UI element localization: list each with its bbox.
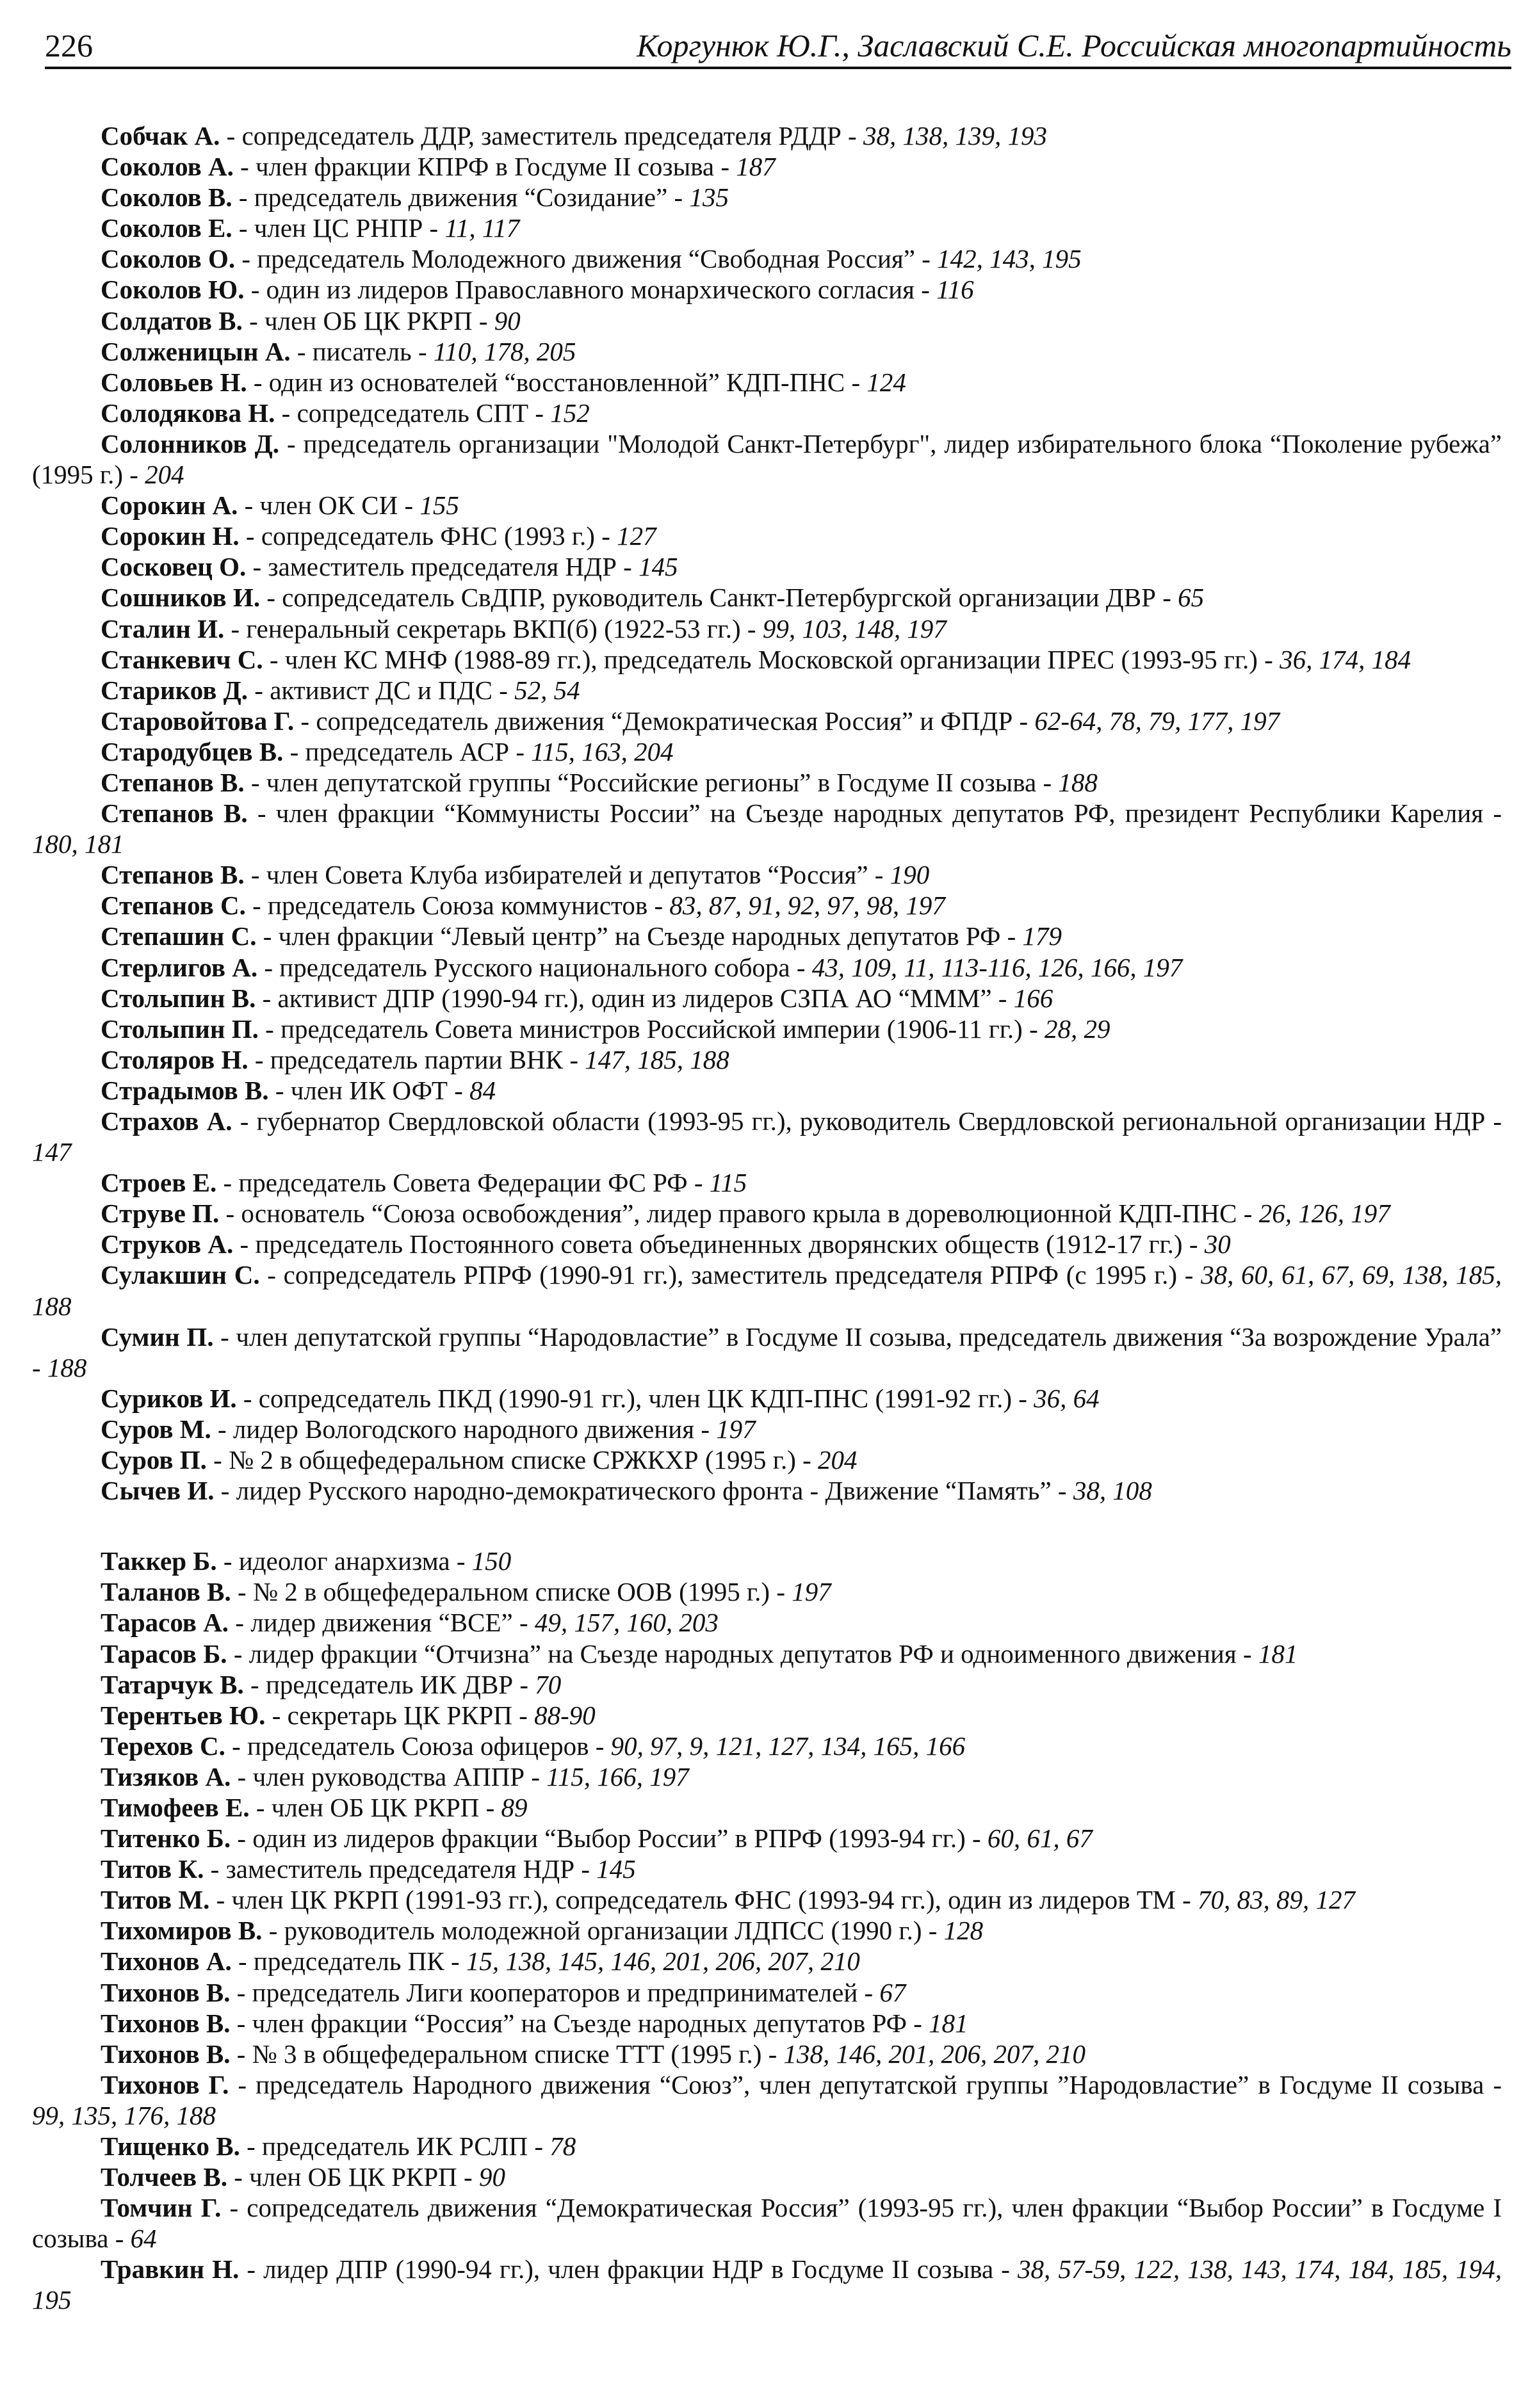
- index-entry: Тищенко В. - председатель ИК РСЛП - 78: [101, 2131, 576, 2161]
- entry-name: Терентьев Ю.: [101, 1700, 266, 1730]
- entry-description: № 3 в общефедеральном списке ТТТ (1995 г.): [252, 2039, 762, 2069]
- entry-pages: 83, 87, 91, 92, 97, 98, 197: [669, 891, 945, 921]
- index-entry: Солодякова Н. - сопредседатель СПТ - 152: [101, 398, 590, 428]
- entry-description: председатель Молодежного движения “Свободная Россия”: [257, 244, 915, 274]
- index-entry: Тарасов Б. - лидер фракции “Отчизна” на Съезде народных депутатов РФ и одноименного движения - 181: [101, 1638, 1298, 1669]
- index-entry: Сорокин А. - член ОК СИ - 155: [101, 490, 459, 521]
- index-entry: Тарасов А. - лидер движения “ВСЕ” - 49, 157, 160, 203: [101, 1608, 719, 1638]
- entry-pages: 38, 108: [1073, 1476, 1152, 1506]
- index-entry: Столыпин В. - активист ДПР (1990-94 гг.), один из лидеров СЗПА АО “МММ” - 166: [101, 983, 1053, 1013]
- entry-pages: 150: [471, 1546, 512, 1576]
- index-entry: Суриков И. - сопредседатель ПКД (1990-91 гг.), член ЦК КДП-ПНС (1991-92 гг.) - 36, 64: [101, 1383, 1100, 1413]
- entry-pages: 204: [818, 1445, 858, 1475]
- entry-description: председатель партии ВНК: [270, 1044, 564, 1074]
- index-entry: Солонников Д. - председатель организации "Молодой Санкт-Петербург", лидер избирательного блока “Поколение рубежа” (1995 г.) - 204: [32, 428, 1502, 490]
- index-entry: Соколов О. - председатель Молодежного движения “Свободная Россия” - 142, 143, 195: [101, 244, 1082, 274]
- entry-pages: 60, 61, 67: [987, 1823, 1093, 1854]
- index-entry: Степанов В. - член Совета Клуба избирателей и депутатов “Россия” - 190: [101, 860, 930, 890]
- entry-description: сопредседатель СПТ: [297, 398, 529, 428]
- entry-name: Собчак А.: [101, 121, 220, 150]
- entry-name: Тизяков А.: [101, 1761, 231, 1791]
- entry-pages: 127: [617, 521, 656, 551]
- index-entry: Терехов С. - председатель Союза офицеров - 90, 97, 9, 121, 127, 134, 165, 166: [101, 1731, 966, 1761]
- entry-pages: 181: [1258, 1638, 1298, 1669]
- entry-pages: 115, 163, 204: [531, 736, 674, 766]
- index-entry: Соколов Ю. - один из лидеров Православного монархического согласия - 116: [101, 275, 974, 305]
- entry-description: сопредседатель ДДР, заместитель председателя РДДР: [241, 121, 842, 150]
- entry-name: Татарчук В.: [101, 1669, 244, 1699]
- index-entry: Станкевич С. - член КС МНФ (1988-89 гг.), председатель Московской организации ПРЕС (1993-95 гг.) - 36, 174, 184: [101, 644, 1411, 674]
- entry-pages: 49, 157, 160, 203: [534, 1608, 719, 1638]
- entry-pages: 190: [890, 860, 930, 890]
- entry-name: Страхов А.: [101, 1106, 232, 1136]
- index-entry: Сосковец О. - заместитель председателя НДР - 145: [101, 552, 678, 582]
- entry-name: Соколов А.: [101, 152, 234, 182]
- index-entry: Солженицын А. - писатель - 110, 178, 205: [101, 336, 576, 366]
- entry-pages: 110, 178, 205: [433, 336, 576, 366]
- entry-pages: 128: [943, 1916, 984, 1946]
- entry-description: председатель Совета министров Российской империи (1906-11 гг.): [281, 1014, 1023, 1044]
- entry-name: Суров П.: [101, 1445, 207, 1475]
- entry-description: сопредседатель ФНС (1993 г.): [261, 521, 595, 551]
- entry-pages: 90: [494, 305, 521, 335]
- entry-name: Томчин Г.: [101, 2193, 222, 2223]
- entry-description: член фракции “Левый центр” на Съезде народных депутатов РФ: [278, 921, 1001, 951]
- entry-pages: 65: [1178, 583, 1205, 613]
- entry-description: председатель организации "Молодой Санкт-Петербург", лидер избирательного блока “Поколение рубежа” (1995 г.): [32, 428, 1502, 490]
- entry-name: Тарасов Б.: [101, 1638, 227, 1669]
- entry-description: член фракции “Коммунисты России” на Съезде народных депутатов РФ, президент Республики Карелия: [275, 798, 1484, 828]
- entry-pages: 135: [689, 182, 729, 213]
- entry-description: член депутатской группы “Народовластие” в Госдуме II созыва, председатель движения “За возрождение Урала”: [236, 1321, 1502, 1352]
- entry-pages: 197: [792, 1577, 831, 1607]
- entry-pages: 70, 83, 89, 127: [1197, 1885, 1355, 1915]
- index-entry: Сулакшин С. - сопредседатель РПРФ (1990-91 гг.), заместитель председателя РПРФ (с 1995 г.) - 38, 60, 61, 67, 69, 138, 185, 188: [32, 1260, 1502, 1321]
- index-entry: Терентьев Ю. - секретарь ЦК РКРП - 88-90: [101, 1700, 596, 1730]
- entry-pages: 145: [638, 552, 678, 582]
- entry-pages: 90, 97, 9, 121, 127, 134, 165, 166: [610, 1731, 966, 1761]
- entry-pages: 84: [469, 1075, 496, 1105]
- index-entry: Томчин Г. - сопредседатель движения “Демократическая Россия” (1993-95 гг.), член фракции “Выбор России” в Госдуме I созыва - 64: [32, 2193, 1502, 2254]
- entry-description: председатель ПК: [253, 1946, 444, 1976]
- entry-pages: 180, 181: [32, 829, 124, 859]
- index-entry: Собчак А. - сопредседатель ДДР, заместитель председателя РДДР - 38, 138, 139, 193: [101, 121, 1047, 150]
- entry-name: Степанов В.: [101, 767, 245, 797]
- entry-pages: 43, 109, 11, 113-116, 126, 166, 197: [811, 952, 1183, 982]
- entry-name: Стариков Д.: [101, 675, 248, 705]
- index-entry: Таланов В. - № 2 в общефедеральном списке ООВ (1995 г.) - 197: [101, 1577, 831, 1607]
- entry-description: № 2 в общефедеральном списке СРЖКХР (1995 г.): [229, 1445, 796, 1475]
- entry-description: председатель ИК РСЛП: [261, 2131, 528, 2161]
- entry-name: Солодякова Н.: [101, 398, 275, 428]
- entry-pages: 26, 126, 197: [1258, 1199, 1390, 1229]
- entry-name: Тихонов А.: [101, 1946, 232, 1976]
- entry-pages: 142, 143, 195: [937, 244, 1082, 274]
- entry-pages: 188: [1058, 767, 1098, 797]
- entry-name: Сталин И.: [101, 613, 225, 643]
- entry-name: Струве П.: [101, 1199, 220, 1229]
- entry-description: председатель Союза коммунистов: [268, 891, 648, 921]
- entry-pages: 116: [936, 275, 974, 305]
- entry-description: член ОБ ЦК РКРП: [271, 1792, 480, 1822]
- entry-pages: 36, 174, 184: [1280, 644, 1411, 674]
- entry-description: № 2 в общефедеральном списке ООВ (1995 г.): [252, 1577, 770, 1607]
- entry-description: активист ДС и ПДС: [270, 675, 492, 705]
- entry-name: Струков А.: [101, 1229, 234, 1259]
- page-number: 226: [45, 28, 93, 63]
- entry-description: член ИК ОФТ: [290, 1075, 448, 1105]
- entry-name: Солженицын А.: [101, 336, 291, 366]
- entry-description: председатель ИК ДВР: [265, 1669, 514, 1699]
- entry-description: сопредседатель движения “Демократическая Россия” и ФПДР: [316, 706, 1013, 736]
- entry-name: Сорокин Н.: [101, 521, 240, 551]
- entry-description: один из лидеров фракции “Выбор России” в РПРФ (1993-94 гг.): [252, 1823, 966, 1854]
- entry-pages: 115: [709, 1168, 747, 1198]
- entry-description: член фракции “Россия” на Съезде народных депутатов РФ: [252, 2008, 907, 2038]
- entry-description: лидер фракции “Отчизна” на Съезде народных депутатов РФ и одноименного движения: [248, 1638, 1237, 1669]
- entry-name: Станкевич С.: [101, 644, 263, 674]
- index-entry: Тизяков А. - член руководства АППР - 115, 166, 197: [101, 1761, 689, 1791]
- index-entry: Степанов В. - член депутатской группы “Российские регионы” в Госдуме II созыва - 188: [101, 767, 1098, 797]
- entry-description: член КС МНФ (1988-89 гг.), председатель Московской организации ПРЕС (1993-95 гг.): [284, 644, 1258, 674]
- entry-name: Суриков И.: [101, 1383, 237, 1413]
- entry-name: Солонников Д.: [101, 428, 280, 458]
- entry-name: Сорокин А.: [101, 490, 238, 521]
- index-entry: Степашин С. - член фракции “Левый центр” на Съезде народных депутатов РФ - 179: [101, 921, 1062, 951]
- entry-name: Соколов О.: [101, 244, 236, 274]
- entry-pages: 138, 146, 201, 206, 207, 210: [783, 2039, 1086, 2069]
- entry-description: генеральный секретарь ВКП(б) (1922-53 гг.): [246, 613, 741, 643]
- index-entry: Соколов Е. - член ЦС РНПР - 11, 117: [101, 213, 520, 243]
- entry-pages: 179: [1022, 921, 1062, 951]
- entry-name: Суров М.: [101, 1414, 211, 1444]
- entry-name: Страдымов В.: [101, 1075, 269, 1105]
- index-entry: Титов М. - член ЦК РКРП (1991-93 гг.), сопредседатель ФНС (1993-94 гг.), один из лидеров ТМ - 70, 83, 89, 127: [101, 1885, 1355, 1915]
- entry-pages: 181: [929, 2008, 968, 2038]
- entry-pages: 28, 29: [1045, 1014, 1110, 1044]
- entry-name: Степанов В.: [101, 798, 248, 828]
- entry-name: Тихомиров В.: [101, 1916, 263, 1946]
- entry-pages: 78: [549, 2131, 576, 2161]
- entry-pages: 147: [32, 1137, 72, 1167]
- entry-pages: 89: [501, 1792, 528, 1822]
- entry-description: активист ДПР (1990-94 гг.), один из лидеров СЗПА АО “МММ”: [277, 983, 992, 1013]
- entry-pages: 204: [145, 460, 184, 490]
- entry-description: сопредседатель ПКД (1990-91 гг.), член ЦК КДП-ПНС (1991-92 гг.): [258, 1383, 1012, 1413]
- index-entry: Степанов В. - член фракции “Коммунисты России” на Съезде народных депутатов РФ, президент Республики Карелия - 180, 181: [32, 798, 1502, 859]
- entry-description: заместитель председателя НДР: [225, 1854, 575, 1884]
- entry-description: член ОБ ЦК РКРП: [264, 305, 473, 335]
- index-entry: Стародубцев В. - председатель АСР - 115, 163, 204: [101, 736, 674, 766]
- entry-name: Тихонов В.: [101, 1977, 231, 2007]
- entry-name: Солдатов В.: [101, 305, 243, 335]
- index-entry: Струве П. - основатель “Союза освобождения”, лидер правого крыла в дореволюционной КДП-ПНС - 26, 126, 197: [101, 1199, 1390, 1229]
- index-entry: Травкин Н. - лидер ДПР (1990-94 гг.), член фракции НДР в Госдуме II созыва - 38, 57-59, 122, 138, 143, 174, 184, 185, 194, 195: [32, 2254, 1502, 2315]
- index-entry: Страдымов В. - член ИК ОФТ - 84: [101, 1075, 496, 1105]
- entry-description: один из основателей “восстановленной” КДП-ПНС: [268, 367, 845, 397]
- index-entry: Строев Е. - председатель Совета Федерации ФС РФ - 115: [101, 1168, 747, 1198]
- entry-pages: 188: [47, 1352, 87, 1382]
- entry-pages: 38, 57-59, 122, 138, 143, 174, 184, 185, 194, 195: [32, 2254, 1502, 2315]
- entry-name: Соколов В.: [101, 182, 232, 213]
- index-entry: Тихонов А. - председатель ПК - 15, 138, 145, 146, 201, 206, 207, 210: [101, 1946, 860, 1976]
- entry-name: Тихонов В.: [101, 2039, 231, 2069]
- entry-pages: 70: [535, 1669, 562, 1699]
- entry-description: член фракции КПРФ в Госдуме II созыва: [256, 152, 715, 182]
- entry-name: Сычев И.: [101, 1476, 215, 1506]
- entry-pages: 36, 64: [1034, 1383, 1100, 1413]
- entry-pages: 67: [879, 1977, 906, 2007]
- entry-pages: 115, 166, 197: [546, 1761, 689, 1791]
- entry-description: председатель движения “Созидание”: [254, 182, 668, 213]
- entry-name: Сошников И.: [101, 583, 261, 613]
- entry-name: Тищенко В.: [101, 2131, 240, 2161]
- entry-pages: 90: [478, 2162, 505, 2192]
- entry-description: лидер движения “ВСЕ”: [250, 1608, 513, 1638]
- index-entry: Тихонов В. - председатель Лиги кооператоров и предпринимателей - 67: [101, 1977, 906, 2007]
- entry-description: член ЦС РНПР: [254, 213, 423, 243]
- entry-description: сопредседатель СвДПР, руководитель Санкт-Петербургской организации ДВР: [282, 583, 1156, 613]
- entry-pages: 166: [1013, 983, 1053, 1013]
- index-entry: Суров М. - лидер Вологодского народного движения - 197: [101, 1414, 756, 1444]
- entry-name: Соколов Е.: [101, 213, 232, 243]
- entry-name: Таланов В.: [101, 1577, 231, 1607]
- entry-pages: 197: [716, 1414, 756, 1444]
- index-entry: Титенко Б. - один из лидеров фракции “Выбор России” в РПРФ (1993-94 гг.) - 60, 61, 67: [101, 1823, 1093, 1854]
- entry-pages: 62-64, 78, 79, 177, 197: [1034, 706, 1280, 736]
- entry-pages: 38, 60, 61, 67, 69, 138, 185, 188: [32, 1260, 1502, 1321]
- entry-description: заместитель председателя НДР: [268, 552, 617, 582]
- index-entry: Столяров Н. - председатель партии ВНК - 147, 185, 188: [101, 1044, 729, 1074]
- entry-description: лидер Русского народно-демократического фронта - Движение “Память”: [236, 1476, 1052, 1506]
- entry-pages: 38, 138, 139, 193: [863, 121, 1047, 150]
- index-entry: Титов К. - заместитель председателя НДР - 145: [101, 1854, 636, 1884]
- entry-name: Соколов Ю.: [101, 275, 245, 305]
- index-entries: [32, 120, 1502, 2316]
- entry-description: сопредседатель движения “Демократическая Россия” (1993-95 гг.), член фракции “Выбор России” в Госдуме I созыва: [32, 2193, 1502, 2254]
- entry-description: основатель “Союза освобождения”, лидер правого крыла в дореволюционной КДП-ПНС: [241, 1199, 1237, 1229]
- index-entry: Сталин И. - генеральный секретарь ВКП(б) (1922-53 гг.) - 99, 103, 148, 197: [101, 613, 947, 643]
- entry-pages: 187: [736, 152, 776, 182]
- entry-description: председатель АСР: [305, 736, 510, 766]
- index-entry: Таккер Б. - идеолог анархизма - 150: [101, 1546, 512, 1576]
- header-rule: [45, 67, 1511, 69]
- entry-name: Старовойтова Г.: [101, 706, 295, 736]
- entry-name: Титов М.: [101, 1885, 210, 1915]
- entry-name: Столыпин П.: [101, 1014, 259, 1044]
- page-header: [45, 26, 1511, 65]
- index-entry: Столыпин П. - председатель Совета министров Российской империи (1906-11 гг.) - 28, 29: [101, 1014, 1110, 1044]
- entry-name: Стародубцев В.: [101, 736, 284, 766]
- index-entry: Сычев И. - лидер Русского народно-демократического фронта - Движение “Память” - 38, 108: [101, 1476, 1152, 1506]
- index-entry: Старовойтова Г. - сопредседатель движения “Демократическая Россия” и ФПДР - 62-64, 78, 79, 177, 197: [101, 706, 1280, 736]
- entry-name: Терехов С.: [101, 1731, 225, 1761]
- entry-pages: 52, 54: [514, 675, 580, 705]
- entry-description: идеолог анархизма: [238, 1546, 450, 1576]
- entry-pages: 99, 103, 148, 197: [762, 613, 947, 643]
- entry-pages: 155: [419, 490, 459, 521]
- index-entry: Соколов А. - член фракции КПРФ в Госдуме II созыва - 187: [101, 152, 776, 182]
- entry-description: лидер Вологодского народного движения: [232, 1414, 695, 1444]
- entry-pages: 11, 117: [444, 213, 520, 243]
- entry-name: Тихонов В.: [101, 2008, 231, 2038]
- entry-description: писатель: [312, 336, 412, 366]
- entry-description: председатель Совета Федерации ФС РФ: [238, 1168, 688, 1198]
- entry-description: член Совета Клуба избирателей и депутатов “Россия”: [266, 860, 868, 890]
- entry-pages: 64: [130, 2224, 157, 2254]
- entry-description: руководитель молодежной организации ЛДПСС (1990 г.): [284, 1916, 922, 1946]
- entry-name: Соловьев Н.: [101, 367, 247, 397]
- entry-pages: 99, 135, 176, 188: [32, 2100, 216, 2130]
- index-entry: Страхов А. - губернатор Свердловской области (1993-95 гг.), руководитель Свердловской региональной организации НДР - 147: [32, 1106, 1502, 1167]
- entry-description: член депутатской группы “Российские регионы” в Госдуме II созыва: [266, 767, 1037, 797]
- entry-description: председатель Русского национального собора: [279, 952, 790, 982]
- entry-description: один из лидеров Православного монархического согласия: [266, 275, 915, 305]
- entry-name: Титенко Б.: [101, 1823, 231, 1854]
- entry-name: Тимофеев Е.: [101, 1792, 250, 1822]
- entry-name: Сосковец О.: [101, 552, 247, 582]
- index-entry: Татарчук В. - председатель ИК ДВР - 70: [101, 1669, 562, 1699]
- index-entry: Тихонов В. - член фракции “Россия” на Съезде народных депутатов РФ - 181: [101, 2008, 968, 2038]
- index-entry: Соловьев Н. - один из основателей “восстановленной” КДП-ПНС - 124: [101, 367, 906, 397]
- entry-pages: 88-90: [534, 1700, 596, 1730]
- entry-description: председатель Постоянного совета объединенных дворянских обществ (1912-17 гг.): [255, 1229, 1183, 1259]
- index-entry: Степанов С. - председатель Союза коммунистов - 83, 87, 91, 92, 97, 98, 197: [101, 891, 945, 921]
- entry-pages: 15, 138, 145, 146, 201, 206, 207, 210: [466, 1946, 860, 1976]
- index-entry: Соколов В. - председатель движения “Созидание” - 135: [101, 182, 729, 213]
- index-entry: Стерлигов А. - председатель Русского национального собора - 43, 109, 11, 113-116, 126, 166, 197: [101, 952, 1183, 982]
- entry-name: Степашин С.: [101, 921, 257, 951]
- entry-description: член ЦК РКРП (1991-93 гг.), сопредседатель ФНС (1993-94 гг.), один из лидеров ТМ: [231, 1885, 1176, 1915]
- entry-name: Титов К.: [101, 1854, 204, 1884]
- entry-description: секретарь ЦК РКРП: [287, 1700, 512, 1730]
- entry-description: лидер ДПР (1990-94 гг.), член фракции НДР в Госдуме II созыва: [263, 2254, 994, 2284]
- entry-pages: 152: [550, 398, 590, 428]
- index-entry: Суров П. - № 2 в общефедеральном списке СРЖКХР (1995 г.) - 204: [101, 1445, 858, 1475]
- index-entry: Солдатов В. - член ОБ ЦК РКРП - 90: [101, 305, 521, 335]
- entry-name: Таккер Б.: [101, 1546, 217, 1576]
- entry-pages: 124: [866, 367, 906, 397]
- entry-name: Столыпин В.: [101, 983, 256, 1013]
- entry-name: Сулакшин С.: [101, 1260, 260, 1290]
- entry-description: член руководства АППР: [252, 1761, 525, 1791]
- running-title: Коргунюк Ю.Г., Заславский С.Е. Российская многопартийность: [637, 28, 1511, 63]
- entry-name: Стерлигов А.: [101, 952, 258, 982]
- index-entry: Сошников И. - сопредседатель СвДПР, руководитель Санкт-Петербургской организации ДВР - 65: [101, 583, 1205, 613]
- entry-name: Степанов С.: [101, 891, 246, 921]
- entry-name: Строев Е.: [101, 1168, 217, 1198]
- entry-description: председатель Народного движения “Союз”, член депутатской группы ”Народовластие” в Госдуме II созыва: [256, 2069, 1484, 2099]
- index-entry: Струков А. - председатель Постоянного совета объединенных дворянских обществ (1912-17 гг.) - 30: [101, 1229, 1231, 1259]
- index-entry: Сумин П. - член депутатской группы “Народовластие” в Госдуме II созыва, председатель движения “За возрождение Урала” - 188: [32, 1321, 1502, 1382]
- entry-description: губернатор Свердловской области (1993-95 гг.), руководитель Свердловской региональной организации НДР: [256, 1106, 1486, 1136]
- entry-name: Тихонов Г.: [101, 2069, 229, 2099]
- index-entry: Тихомиров В. - руководитель молодежной организации ЛДПСС (1990 г.) - 128: [101, 1916, 984, 1946]
- entry-pages: 147, 185, 188: [585, 1044, 729, 1074]
- index-entry: Тихонов В. - № 3 в общефедеральном списке ТТТ (1995 г.) - 138, 146, 201, 206, 207, 210: [101, 2039, 1086, 2069]
- entry-name: Травкин Н.: [101, 2254, 240, 2284]
- entry-name: Тарасов А.: [101, 1608, 229, 1638]
- index-entry: Сорокин Н. - сопредседатель ФНС (1993 г.) - 127: [101, 521, 656, 551]
- entry-description: председатель Лиги кооператоров и предпринимателей: [252, 1977, 858, 2007]
- entry-name: Сумин П.: [101, 1321, 214, 1352]
- index-entry: Толчеев В. - член ОБ ЦК РКРП - 90: [101, 2162, 505, 2192]
- entry-pages: 30: [1204, 1229, 1231, 1259]
- entry-description: член ОК СИ: [259, 490, 398, 521]
- entry-pages: 145: [596, 1854, 636, 1884]
- entry-description: председатель Союза офицеров: [247, 1731, 589, 1761]
- entry-description: член ОБ ЦК РКРП: [249, 2162, 457, 2192]
- entry-name: Столяров Н.: [101, 1044, 248, 1074]
- entry-description: сопредседатель РПРФ (1990-91 гг.), заместитель председателя РПРФ (с 1995 г.): [283, 1260, 1178, 1290]
- entry-name: Степанов В.: [101, 860, 245, 890]
- index-entry: Тимофеев Е. - член ОБ ЦК РКРП - 89: [101, 1792, 528, 1822]
- index-entry: Тихонов Г. - председатель Народного движения “Союз”, член депутатской группы ”Народовластие” в Госдуме II созыва - 99, 135, 176, 188: [32, 2069, 1502, 2130]
- entry-name: Толчеев В.: [101, 2162, 227, 2192]
- index-entry: Стариков Д. - активист ДС и ПДС - 52, 54: [101, 675, 580, 705]
